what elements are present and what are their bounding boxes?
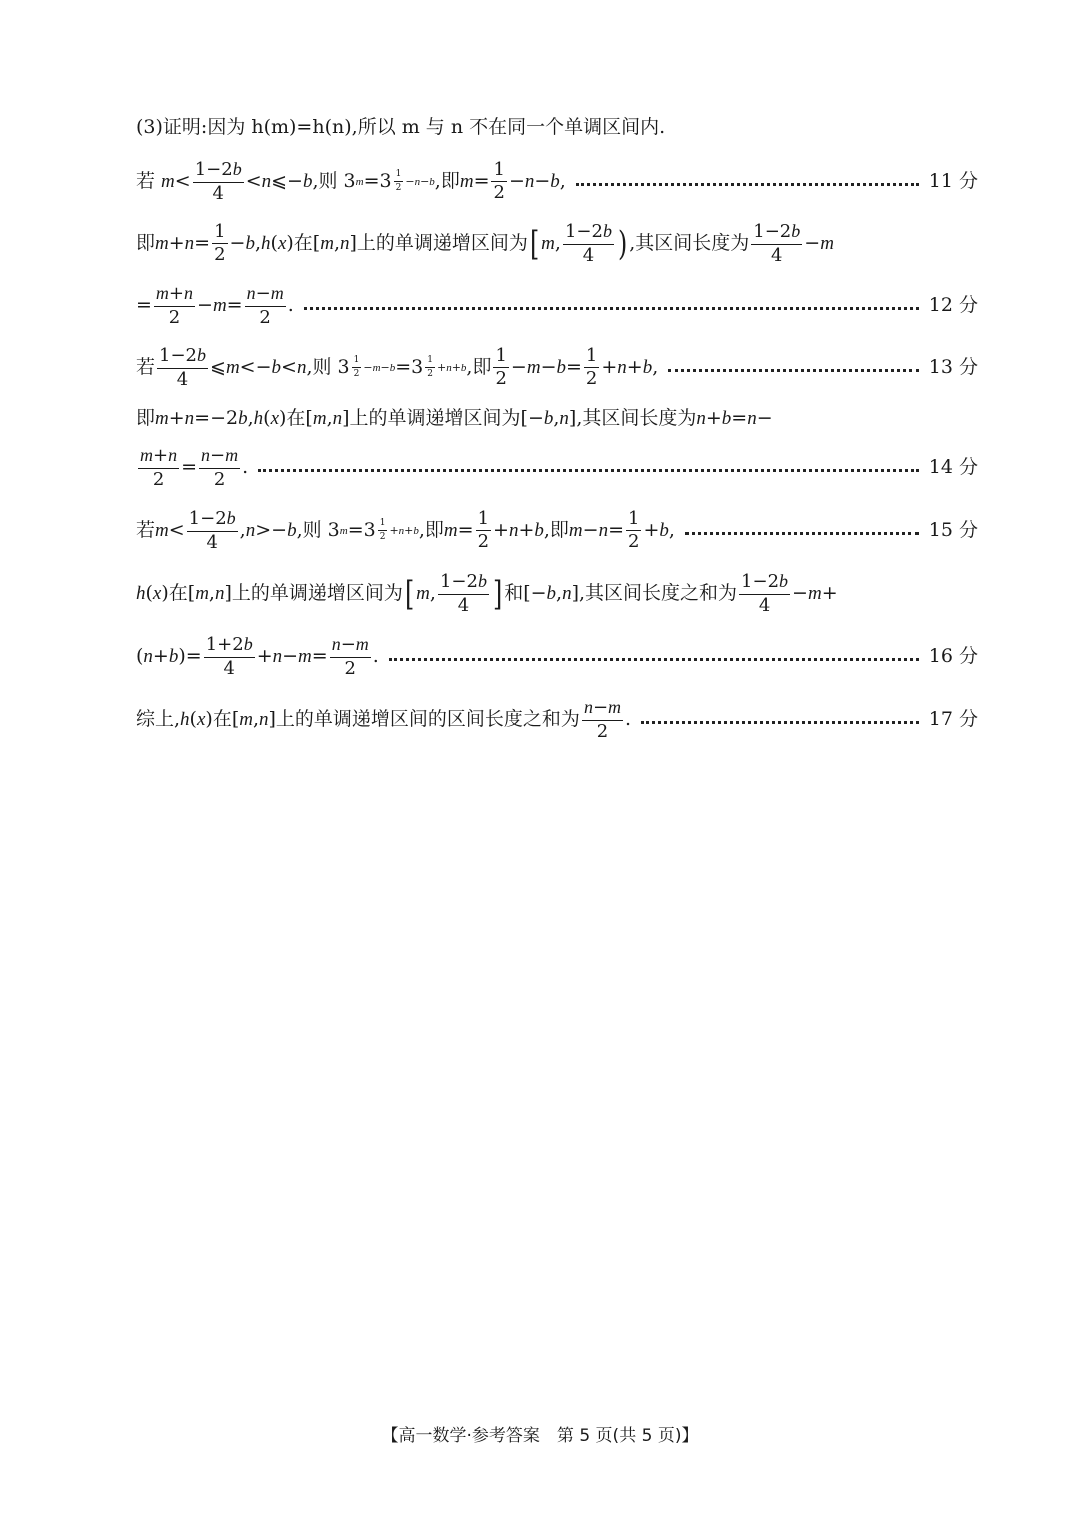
case2-interval-line <box>136 409 978 428</box>
case3-interval-line <box>136 572 978 616</box>
score-14: 14 分 <box>928 456 978 479</box>
leader-dots <box>304 307 919 310</box>
case2-result-line <box>136 446 978 490</box>
case3-result-text: ( n + b )= $\frac{1+2b}{4}$ + n − m = $\frac{n-m}{2}$ . <box>136 634 379 679</box>
leader-dots <box>685 532 919 535</box>
leader-dots <box>576 183 919 186</box>
case1-text: 若 m < $\frac{1-2b}{4}$ < n ⩽− b ,则 3 m =3 $\frac{1}{2}$ −n−b ,即 m = $\frac{1}{2}$ − n − b , <box>136 158 566 204</box>
score-15: 15 分 <box>928 519 978 542</box>
proof-intro-line <box>136 118 978 137</box>
leader-dots <box>389 658 919 661</box>
leader-dots <box>668 369 919 372</box>
score-17: 17 分 <box>928 708 978 731</box>
score-12: 12 分 <box>928 294 978 317</box>
case1-result-line <box>136 284 978 328</box>
case3-interval-text: h ( x )在[ m , n ]上的单调递增区间为 [ m , $\frac{1-2b}{4}$ ] 和[− b , n ],其区间长度之和为 $\frac{1-2b}{4}$ − m + <box>136 571 838 616</box>
conclusion-text: 综上, h ( x )在[ m , n ]上的单调递增区间的区间长度之和为 $\frac{n-m}{2}$ . <box>136 697 632 742</box>
score-16: 16 分 <box>928 645 978 668</box>
case2-interval-text: 即 m + n =−2 b , h ( x )在[ m , n ]上的单调递增区间为[− b , n ],其区间长度为 n + b = n − <box>136 407 773 429</box>
case1-interval-text: 即 m + n = $\frac{1}{2}$ − b , h ( x )在[ m , n ]上的单调递增区间为 [ m , $\frac{1-2b}{4}$ ) ,其区间长度为 $\frac{1-2b}{4}$ − m <box>136 220 834 266</box>
case2-result-text: $\frac{m+n}{2}$ = $\frac{n-m}{2}$ . <box>140 445 249 490</box>
case2-line <box>136 346 978 390</box>
proof-intro-text: (3)证明:因为 h(m)=h(n),所以 m 与 n 不在同一个单调区间内. <box>136 116 666 138</box>
case3-result-line <box>136 635 978 679</box>
page-footer: 【高一数学·参考答案 第 5 页(共 5 页)】 <box>381 1426 699 1446</box>
case1-result-text: = $\frac{m+n}{2}$ − m = $\frac{n-m}{2}$ . <box>136 283 294 328</box>
leader-dots <box>258 469 919 472</box>
case2-text: 若 $\frac{1-2b}{4}$ ⩽ m <− b < n ,则 3 $\frac{1}{2}$ −m−b =3 $\frac{1}{2}$ +n+b ,即 $\frac{1}{2}$ − m − b = $\frac{1}{2}$ + n + b , <box>136 344 659 390</box>
case3-line <box>136 509 978 553</box>
conclusion-line <box>136 698 978 742</box>
case1-line <box>136 160 978 204</box>
score-11: 11 分 <box>928 170 978 193</box>
case3-text: 若 m < $\frac{1-2b}{4}$ , n >− b ,则 3 m =3 $\frac{1}{2}$ +n+b ,即 m = $\frac{1}{2}$ + n + b ,即 m − n = $\frac{1}{2}$ + b , <box>136 507 675 553</box>
leader-dots <box>641 721 919 724</box>
case1-interval-line <box>136 222 978 266</box>
score-13: 13 分 <box>928 356 978 379</box>
